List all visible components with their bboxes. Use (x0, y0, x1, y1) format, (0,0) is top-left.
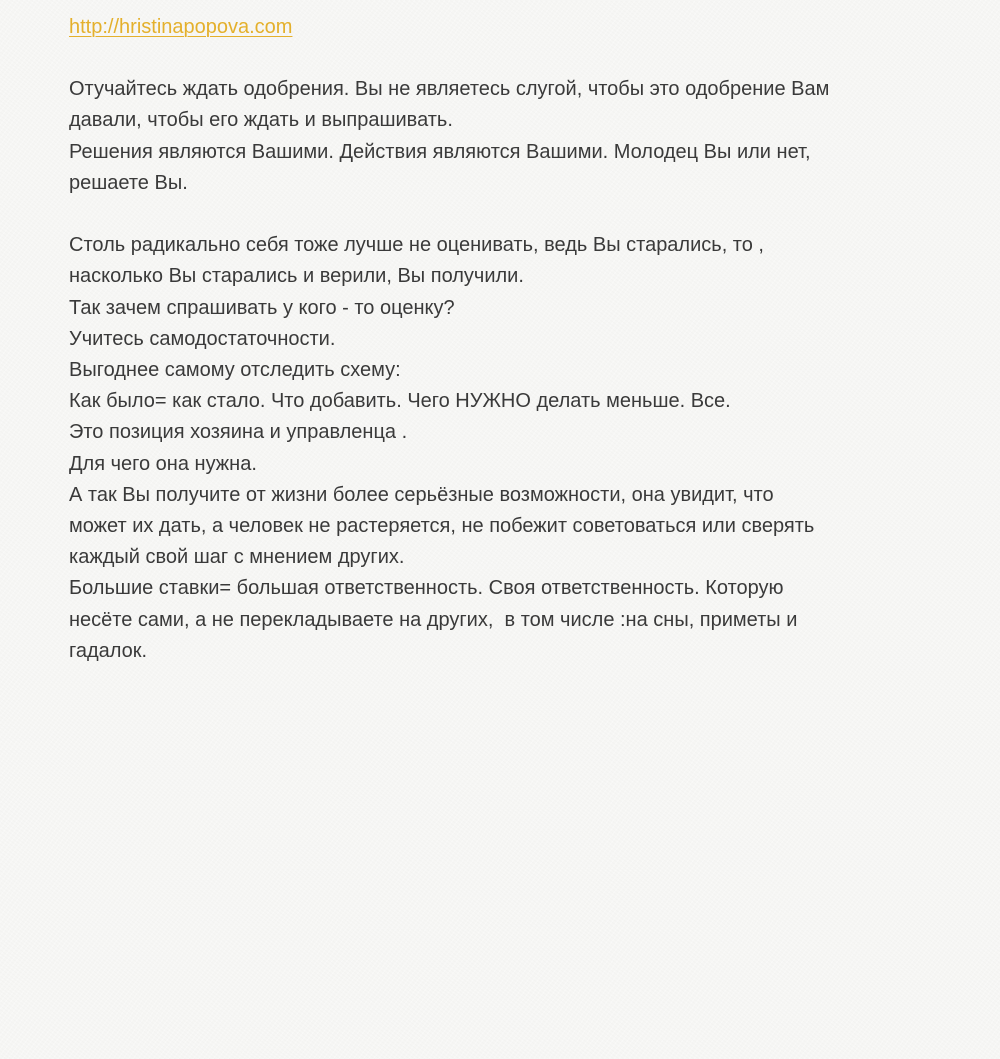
note-body[interactable] (69, 12, 949, 667)
text-line: насколько Вы старались и верили, Вы получили. (69, 265, 524, 288)
text-line: несёте сами, а не перекладываете на других, в том числе :на сны, приметы и (69, 608, 798, 631)
text-line: давали, чтобы его ждать и выпрашивать. (69, 109, 453, 132)
blank-line (69, 43, 949, 74)
text-line: Для чего она нужна. (69, 452, 257, 475)
text-line: Это позиция хозяина и управленца . (69, 421, 408, 444)
text-line: Выгоднее самому отследить схему: (69, 359, 401, 381)
text-line: Учитесь самодостаточности. (69, 327, 336, 350)
blank-line (69, 199, 949, 230)
text-line: гадалок. (69, 639, 148, 662)
text-line: Решения являются Вашими. Действия являются Вашими. Молодец Вы или нет, (69, 140, 811, 163)
text-line: Так зачем спрашивать у кого - то оценку? (69, 296, 455, 319)
text-line: Столь радикально себя тоже лучше не оценивать, ведь Вы старались, то , (69, 234, 764, 257)
text-line: А так Вы получите от жизни более серьёзные возможности, она увидит, что (69, 483, 774, 506)
text-line: решаете Вы. (69, 171, 188, 194)
website-link[interactable]: http://hristinapopova.com (69, 16, 293, 38)
text-line: Отучайтесь ждать одобрения. Вы не являетесь слугой, чтобы это одобрение Вам (69, 78, 830, 101)
text-line: Как было= как стало. Что добавить. Чего НУЖНО делать меньше. Все. (69, 390, 731, 413)
text-line: Большие ставки= большая ответственность. Своя ответственность. Которую (69, 577, 784, 600)
text-line: может их дать, а человек не растеряется, не побежит советоваться или сверять (69, 515, 815, 538)
text-line: каждый свой шаг с мнением других. (69, 546, 405, 569)
